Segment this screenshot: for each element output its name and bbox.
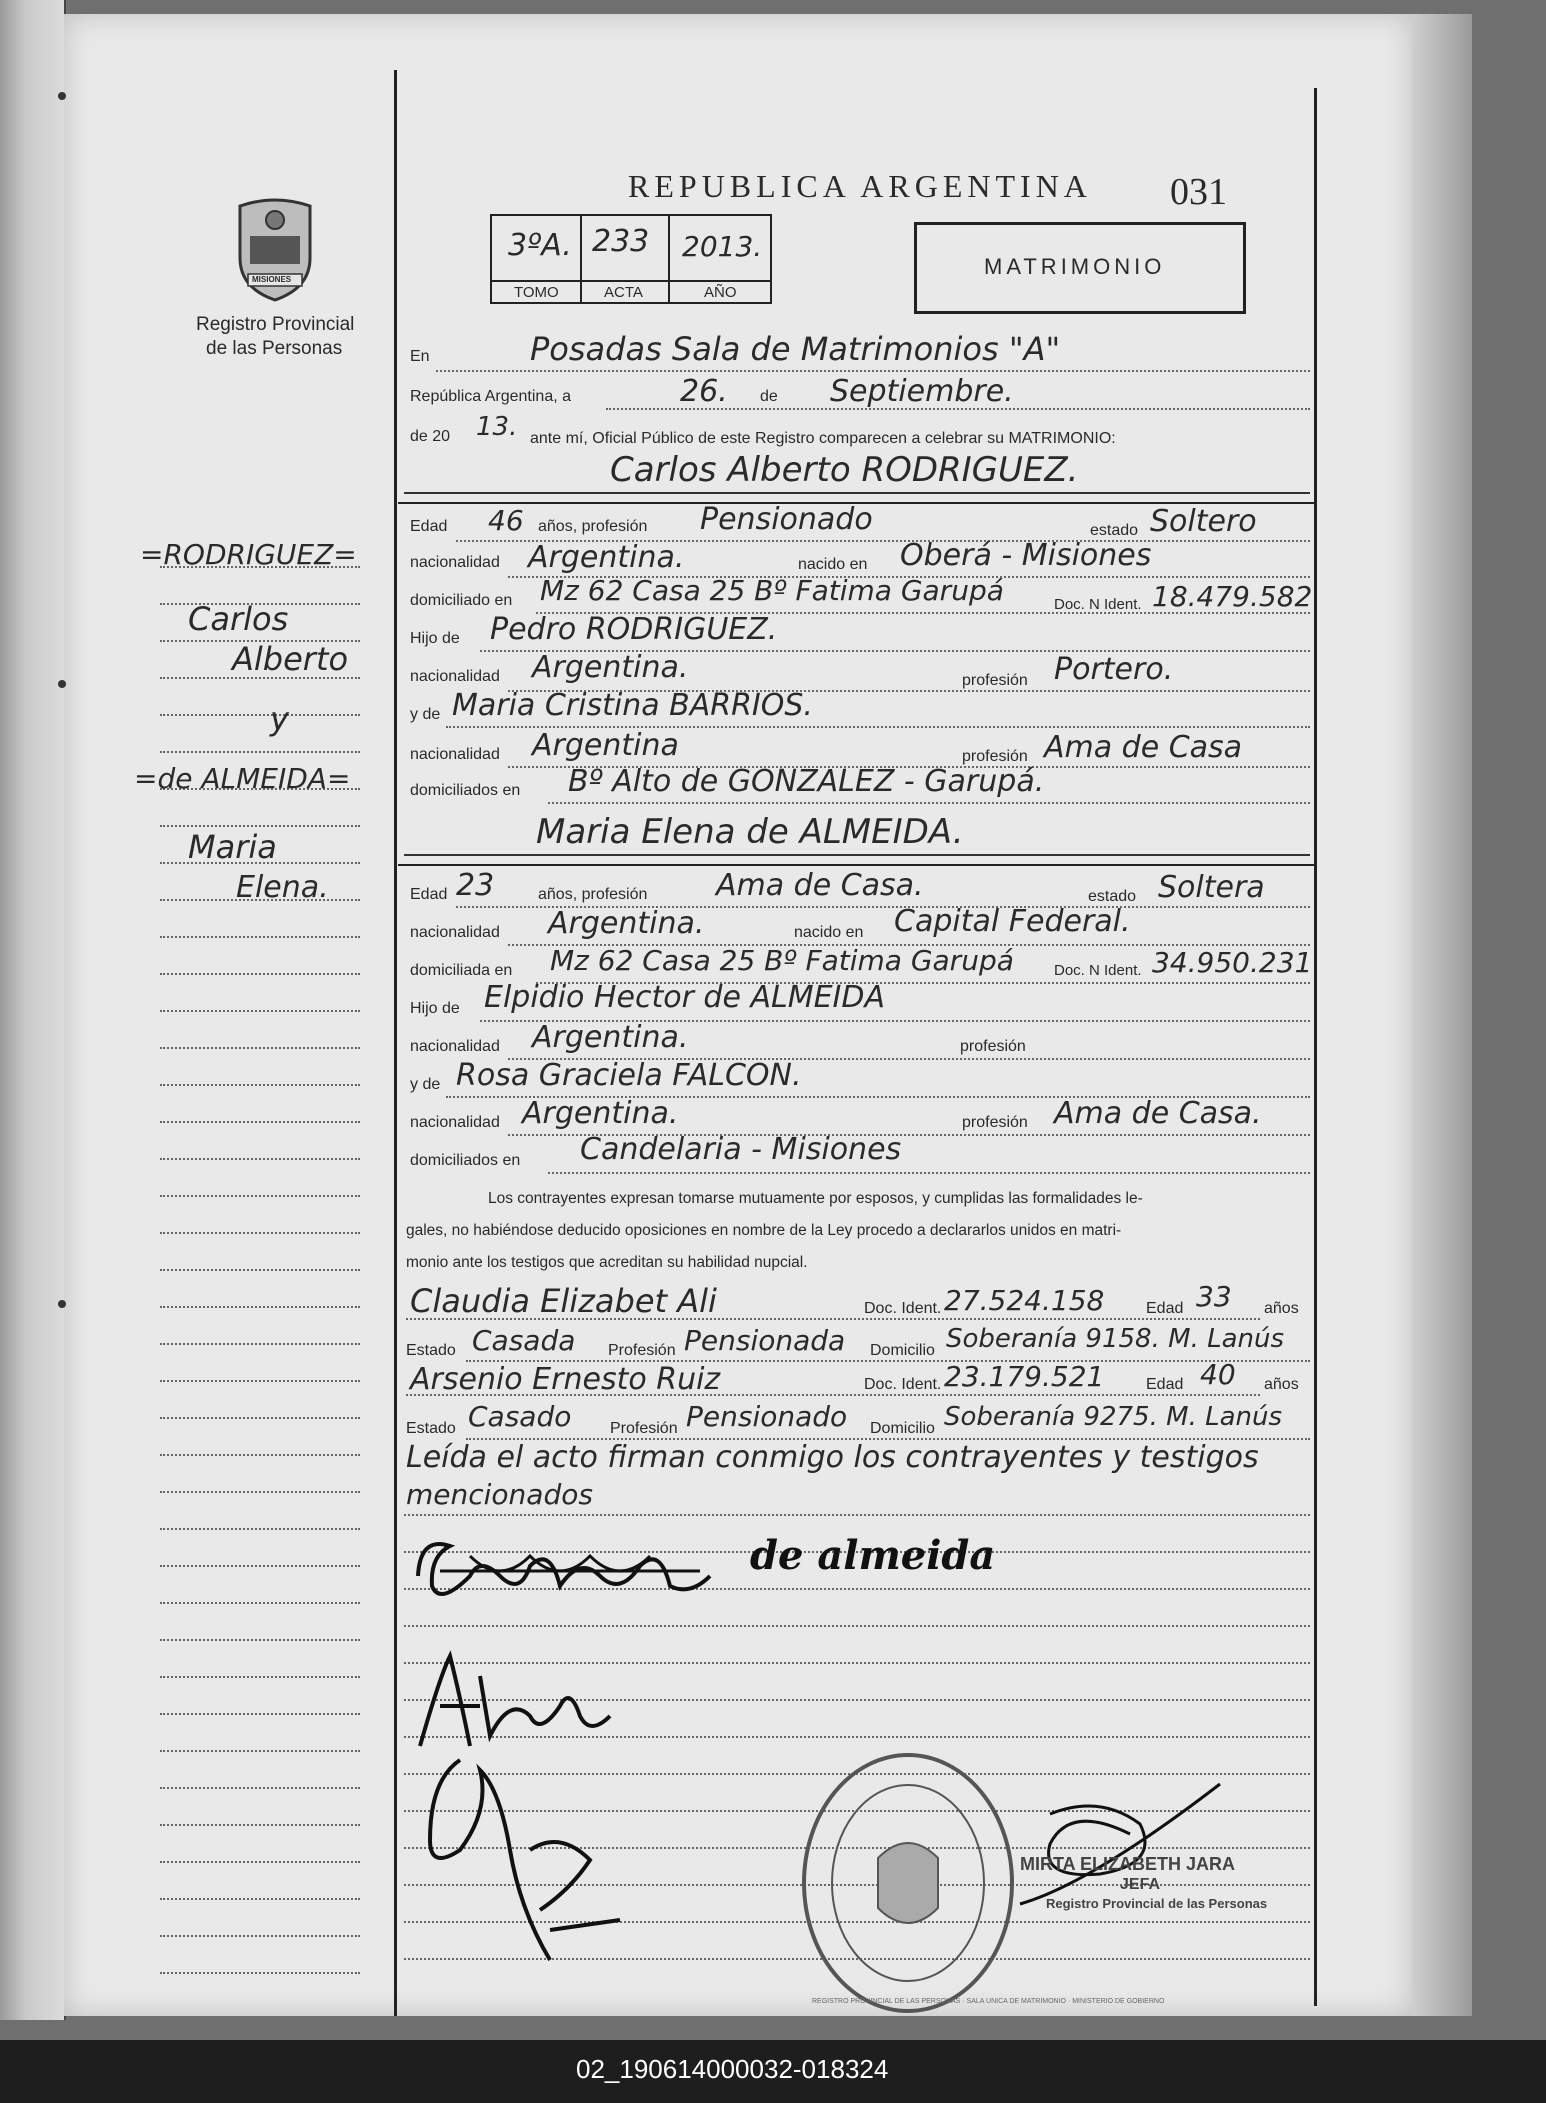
groom-padre-prof: Portero.	[1054, 652, 1174, 687]
margin-ruled-line	[160, 936, 360, 938]
witness1-dom-label: Domicilio	[870, 1342, 935, 1359]
margin-ruled-line	[160, 1935, 360, 1937]
bride-edad: 23	[456, 868, 495, 903]
witness2-line	[406, 1394, 1260, 1396]
acta-label: ACTA	[604, 284, 643, 301]
de-label: de	[760, 388, 778, 405]
de20-label: de 20	[410, 428, 451, 445]
groom-edad-label: Edad	[410, 518, 448, 535]
groom-yde-label: y de	[410, 706, 441, 723]
official-name: MIRTA ELIZABETH JARA	[1020, 1854, 1235, 1874]
mes-value: Septiembre.	[830, 374, 1014, 409]
image-identifier: 02_190614000032-018324	[576, 2054, 889, 2084]
groom-padres-dom-label: domiciliados en	[410, 782, 521, 799]
margin-ruled-line	[160, 714, 360, 716]
margin-ruled-line	[160, 1565, 360, 1567]
witness2-edad: 40	[1200, 1358, 1236, 1391]
groom-signature	[410, 1516, 730, 1626]
anio-value: 2013.	[682, 230, 763, 263]
margin-ruled-line	[160, 1602, 360, 1604]
margin-ruled-line	[160, 1713, 360, 1715]
margin-ruled-line	[160, 1417, 360, 1419]
witness2-doc-label: Doc. Ident.	[864, 1376, 942, 1393]
en-label: En	[410, 348, 430, 365]
bride-madre: Rosa Graciela FALCON.	[456, 1058, 802, 1093]
witness1-domicilio: Soberanía 9158. M. Lanús	[946, 1324, 1285, 1354]
witness2-prof-label: Profesión	[610, 1420, 678, 1437]
margin-ruled-line	[160, 1639, 360, 1641]
tomo-label: TOMO	[514, 284, 559, 301]
table-divider	[490, 280, 772, 282]
groom-padre-nac: Argentina.	[532, 650, 689, 685]
margin-surname-groom: =RODRIGUEZ=	[140, 538, 357, 571]
margin-given-groom-2: Alberto	[232, 640, 349, 678]
witness1-anios-label: años	[1264, 1300, 1299, 1317]
margin-ruled-line	[160, 1898, 360, 1900]
margin-ruled-line	[160, 1306, 360, 1308]
bride-padres-dom-label: domiciliados en	[410, 1152, 521, 1169]
margin-rule	[394, 70, 397, 2016]
bride-yde-label: y de	[410, 1076, 441, 1093]
margin-ruled-line	[160, 825, 360, 827]
groom-domicilio: Mz 62 Casa 25 Bº Fatima Garupá	[540, 574, 1004, 607]
witness1-signature	[410, 1636, 630, 1756]
declaration-line-3: monio ante los testigos que acreditan su habilidad nupcial.	[406, 1254, 808, 1271]
bride-doc: 34.950.231	[1152, 946, 1313, 979]
bride-estado: Soltera	[1158, 870, 1265, 905]
groom-nac-label: nacionalidad	[410, 554, 500, 571]
declaration-line-1: Los contrayentes expresan tomarse mutuamente por esposos, y cumplidas las formalidades le-	[488, 1190, 1143, 1207]
org-name-line2: de las Personas	[206, 338, 343, 359]
groom-nacido-label: nacido en	[798, 556, 868, 573]
section-rule	[398, 864, 1314, 866]
table-divider	[580, 214, 582, 304]
anio-label: AÑO	[704, 284, 737, 301]
right-page-edge	[1412, 14, 1472, 2016]
bride-nac-label: nacionalidad	[410, 924, 500, 941]
witness2-estado: Casado	[468, 1400, 572, 1433]
bride-madre-nac-label: nacionalidad	[410, 1114, 500, 1131]
margin-ruled-line	[160, 1676, 360, 1678]
margin-ruled-line	[160, 1232, 360, 1234]
official-title: JEFA	[1120, 1876, 1161, 1893]
bride-padres-dom-line	[548, 1172, 1310, 1174]
country-heading: REPUBLICA ARGENTINA	[628, 168, 1092, 204]
margin-ruled-line	[160, 1158, 360, 1160]
en-line	[436, 370, 1310, 372]
groom-name-line	[404, 492, 1310, 494]
witness2-doc: 23.179.521	[944, 1360, 1105, 1393]
groom-madre-nac: Argentina	[532, 728, 679, 763]
groom-doc-label: Doc. N Ident.	[1054, 596, 1142, 613]
witness2-dom-label: Domicilio	[870, 1420, 935, 1437]
witness1-edad-label: Edad	[1146, 1300, 1184, 1317]
bride-profesion: Ama de Casa.	[716, 868, 924, 903]
dia-value: 26.	[680, 374, 728, 409]
bride-nacido: Capital Federal.	[894, 904, 1131, 939]
bride-estado-label: estado	[1088, 888, 1137, 905]
witness2-domicilio: Soberanía 9275. M. Lanús	[944, 1402, 1283, 1432]
margin-given-groom-1: Carlos	[188, 600, 289, 638]
margin-ruled-line	[160, 1491, 360, 1493]
bride-padre-nac: Argentina.	[532, 1020, 689, 1055]
groom-doc: 18.479.582	[1152, 580, 1313, 613]
bride-profesion-label: años, profesión	[538, 886, 648, 903]
en-value: Posadas Sala de Matrimonios "A"	[530, 330, 1061, 368]
witness1-estado-label: Estado	[406, 1342, 456, 1359]
bride-nacido-label: nacido en	[794, 924, 864, 941]
margin-ruled-line	[160, 751, 360, 753]
margin-given-bride-2: Elena.	[236, 870, 329, 905]
margin-conjunction: y	[270, 700, 289, 738]
rep-label: República Argentina, a	[410, 388, 571, 405]
margin-ruled-line	[160, 1047, 360, 1049]
document-type: MATRIMONIO	[984, 254, 1166, 279]
witness1-line	[406, 1318, 1260, 1320]
bride-domicilio: Mz 62 Casa 25 Bº Fatima Garupá	[550, 944, 1014, 977]
margin-ruled-line	[160, 1824, 360, 1826]
bride-padre-nac-label: nacionalidad	[410, 1038, 500, 1055]
margin-ruled-line	[160, 1121, 360, 1123]
margin-surname-bride: =de ALMEIDA=	[134, 762, 351, 795]
witness1-profesion: Pensionada	[684, 1324, 846, 1357]
witness1-doc-label: Doc. Ident.	[864, 1300, 942, 1317]
bride-madre-prof: Ama de Casa.	[1054, 1096, 1262, 1131]
margin-ruled-line	[160, 1972, 360, 1974]
groom-padre: Pedro RODRIGUEZ.	[490, 612, 778, 647]
witness2-estado-label: Estado	[406, 1420, 456, 1437]
tomo-value: 3ºA.	[508, 228, 572, 263]
bride-padre: Elpidio Hector de ALMEIDA	[484, 980, 886, 1015]
emblem-label: MISIONES	[252, 275, 292, 284]
groom-dom-label: domiciliado en	[410, 592, 513, 609]
margin-given-bride-1: Maria	[188, 828, 277, 866]
bride-full-name: Maria Elena de ALMEIDA.	[536, 812, 964, 852]
witness1-name: Claudia Elizabet Ali	[410, 1282, 717, 1320]
groom-madre-prof: Ama de Casa	[1044, 730, 1243, 765]
closing-line-2: mencionados	[406, 1478, 593, 1511]
witness1-prof-label: Profesión	[608, 1342, 676, 1359]
groom-padres-dom-line	[548, 802, 1310, 804]
groom-nacionalidad: Argentina.	[528, 540, 685, 575]
margin-ruled-line	[160, 1084, 360, 1086]
groom-madre-prof-label: profesión	[962, 748, 1028, 765]
groom-hijo-label: Hijo de	[410, 630, 460, 647]
witness1-doc: 27.524.158	[944, 1284, 1105, 1317]
bride-padres-dom: Candelaria - Misiones	[580, 1132, 902, 1167]
groom-estado-label: estado	[1090, 522, 1139, 539]
margin-ruled-line	[160, 1528, 360, 1530]
groom-padre-prof-label: profesión	[962, 672, 1028, 689]
bride-doc-label: Doc. N Ident.	[1054, 962, 1142, 979]
bride-madre-prof-label: profesión	[962, 1114, 1028, 1131]
witness2-profesion: Pensionado	[686, 1400, 848, 1433]
binding-hole	[58, 1300, 66, 1308]
folio-number: 031	[1170, 171, 1227, 213]
province-emblem	[230, 196, 320, 302]
closing-line-1: Leída el acto firman conmigo los contrayentes y testigos	[406, 1440, 1259, 1475]
witness1-edad: 33	[1196, 1280, 1232, 1313]
left-page-edge	[0, 0, 66, 2020]
groom-nacido: Oberá - Misiones	[900, 538, 1152, 573]
witness2-signature	[420, 1750, 620, 1980]
margin-ruled-line	[160, 973, 360, 975]
margin-ruled-line	[160, 1861, 360, 1863]
groom-madre-nac-label: nacionalidad	[410, 746, 500, 763]
margin-ruled-line	[160, 1010, 360, 1012]
binding-hole	[58, 92, 66, 100]
org-name-line1: Registro Provincial	[196, 314, 355, 335]
margin-ruled-line	[160, 1195, 360, 1197]
acta-value: 233	[592, 224, 650, 259]
year-value: 13.	[476, 412, 518, 442]
margin-ruled-line	[160, 1787, 360, 1789]
margin-ruled-line	[160, 1454, 360, 1456]
groom-profesion-label: años, profesión	[538, 518, 648, 535]
witness1-estado: Casada	[472, 1324, 576, 1357]
groom-padres-dom: Bº Alto de GONZALEZ - Garupá.	[568, 764, 1045, 799]
bride-edad-label: Edad	[410, 886, 448, 903]
witness2-name: Arsenio Ernesto Ruiz	[410, 1362, 721, 1397]
bride-hijo-label: Hijo de	[410, 1000, 460, 1017]
right-rule	[1314, 88, 1317, 2006]
witness2-anios-label: años	[1264, 1376, 1299, 1393]
bride-name-line	[404, 854, 1310, 856]
table-divider	[668, 214, 670, 304]
declaration-line-2: gales, no habiéndose deducido oposiciones en nombre de la Ley procedo a declararlos unidos en matri-	[406, 1222, 1122, 1239]
groom-full-name: Carlos Alberto RODRIGUEZ.	[610, 450, 1079, 490]
bride-padre-prof-label: profesión	[960, 1038, 1026, 1055]
margin-ruled-line	[160, 1343, 360, 1345]
official-org: Registro Provincial de las Personas	[1046, 1896, 1268, 1911]
groom-padre-nac-label: nacionalidad	[410, 668, 500, 685]
intro-text: ante mí, Oficial Público de este Registro comparecen a celebrar su MATRIMONIO:	[530, 430, 1116, 447]
bride-signature: de almeida	[750, 1532, 996, 1579]
groom-edad: 46	[488, 504, 524, 537]
groom-estado: Soltero	[1150, 504, 1257, 539]
margin-ruled-line	[160, 1380, 360, 1382]
bride-madre-nac: Argentina.	[522, 1096, 679, 1131]
bride-dom-label: domiciliada en	[410, 962, 513, 979]
margin-ruled-line	[160, 1269, 360, 1271]
groom-profesion: Pensionado	[700, 502, 873, 537]
groom-madre: Maria Cristina BARRIOS.	[452, 688, 813, 723]
binding-hole	[58, 680, 66, 688]
stamp-ring-text: REGISTRO PROVINCIAL DE LAS PERSONAS · SALA UNICA DE MATRIMONIO · MINISTERIO DE GOBIERNO	[812, 1998, 1165, 2005]
witness2-edad-label: Edad	[1146, 1376, 1184, 1393]
bride-nacionalidad: Argentina.	[548, 906, 705, 941]
margin-ruled-line	[160, 1750, 360, 1752]
